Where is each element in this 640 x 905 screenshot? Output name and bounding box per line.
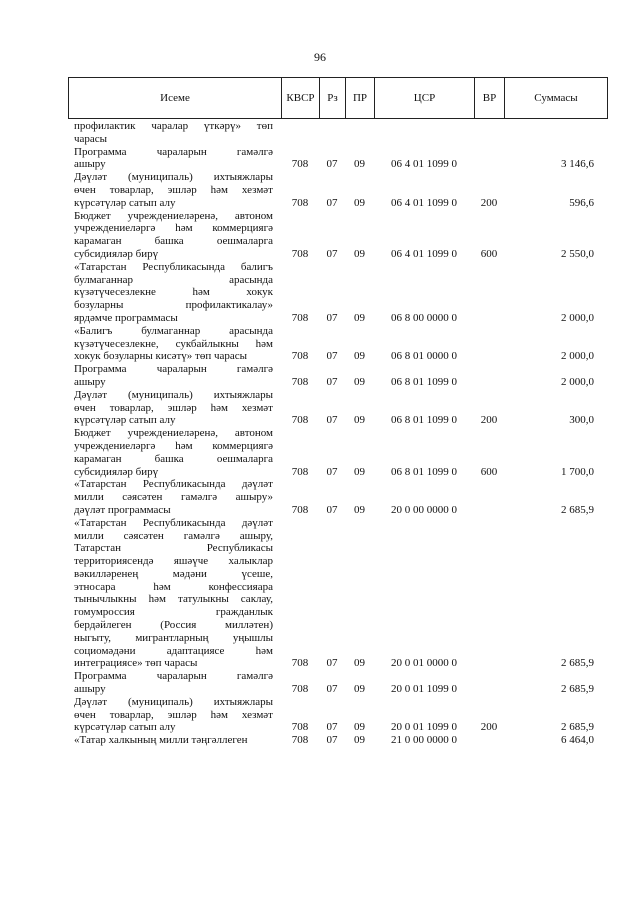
table-row [68,670,608,696]
table-row [68,517,608,671]
row-name-line: вәкилләренең мәдәни үсеше, [74,567,273,580]
row-name [68,363,281,389]
row-name-line: ашыру [74,158,106,171]
row-csr: 06 8 01 1099 0 [391,465,457,478]
row-name [68,146,281,172]
header-csr: ЦСР [375,78,475,118]
row-name-line: этносара һәм конфессияара [74,580,273,593]
row-pr: 09 [354,465,365,478]
row-name [68,120,281,146]
row-sum: 2 000,0 [561,311,594,324]
row-csr: 06 4 01 1099 0 [391,196,457,209]
table-row [68,696,608,734]
row-name [68,696,281,734]
row-csr: 20 0 01 1099 0 [391,683,457,696]
row-pr: 09 [354,657,365,670]
table-row [68,478,608,516]
row-name-line: дәүләт программасы [74,503,171,516]
row-kvsr: 708 [291,734,309,747]
row-name [68,325,281,363]
row-csr: 21 0 00 0000 0 [391,734,457,747]
row-name-line: учреждениеләргә һәм коммерциягә [74,222,273,235]
table-row [68,734,608,747]
row-csr: 06 8 00 0000 0 [391,311,457,324]
row-name [68,517,281,671]
header-kvsr: КВСР [282,78,320,118]
row-csr: 20 0 00 0000 0 [391,503,457,516]
row-pr: 09 [354,721,365,734]
row-pr: 09 [354,158,365,171]
row-name [68,171,281,209]
row-name-line: күрсәтүләр сатып алу [74,721,176,734]
row-pr: 09 [354,196,365,209]
row-kvsr: 708 [291,311,309,324]
row-name-line: ашыру [74,683,106,696]
row-pr: 09 [354,734,365,747]
row-rz: 07 [326,503,338,516]
row-name-line: тынычлыкны һәм татулыкны саклау, [74,593,273,606]
row-name-line: гомумроссия гражданлык [74,606,273,619]
row-pr: 09 [354,503,365,516]
row-name-line: милли сәясәтен гамәлгә ашыру, [74,529,273,542]
row-name-line: субсидияләр бирү [74,247,159,260]
row-name-line: ашыру [74,375,106,388]
row-kvsr: 708 [291,657,309,670]
table-row [68,363,608,389]
row-name-line: Программа чараларын гамәлгә [74,363,273,376]
row-name-line: Татарстан Республикасы [74,542,273,555]
row-name-line: «Балигъ булмаганнар арасында [74,324,273,337]
row-name-line: интеграциясе» төп чарасы [74,657,198,670]
row-rz: 07 [326,657,338,670]
table-row [68,261,608,325]
row-sum: 1 700,0 [561,465,594,478]
row-csr: 20 0 01 0000 0 [391,657,457,670]
header-vr: ВР [475,78,505,118]
table-row [68,210,608,261]
row-csr: 20 0 01 1099 0 [391,721,457,734]
row-vr: 200 [480,196,498,209]
header-rz: Рз [320,78,346,118]
row-name-line: күзәтүчесезлекне, сукбайлыкны һәм [74,337,273,350]
row-name [68,210,281,261]
row-csr: 06 8 01 1099 0 [391,414,457,427]
row-kvsr: 708 [291,247,309,260]
row-kvsr: 708 [291,721,309,734]
table-row [68,389,608,427]
row-name-line: күрсәтүләр сатып алу [74,196,176,209]
row-name-line: карамаган башка оешмаларга [74,235,273,248]
row-name-line: учреждениеләргә һәм коммерциягә [74,439,273,452]
row-rz: 07 [326,683,338,696]
header-pr: ПР [346,78,375,118]
row-name-line: «Татарстан Республикасында дәүләт [74,478,273,491]
row-sum: 6 464,0 [561,734,594,747]
table-row [68,146,608,172]
row-name-line: булмаганнар арасында [74,273,273,286]
row-rz: 07 [326,311,338,324]
table-body [68,120,608,747]
row-name-line: профилактик чаралар үткәрү» төп [74,120,273,132]
row-name-line: бердәйлеген (Россия милләтен) [74,619,273,632]
row-sum: 2 685,9 [561,721,594,734]
row-name-line: карамаган башка оешмаларга [74,452,273,465]
row-vr: 200 [480,414,498,427]
table-row [68,171,608,209]
row-rz: 07 [326,465,338,478]
row-rz: 07 [326,734,338,747]
row-vr: 600 [480,465,498,478]
row-sum: 3 146,6 [561,158,594,171]
row-name-line: милли сәясәтен гамәлгә ашыру» [74,491,273,504]
row-name-line: «Татар халкының милли тәңгәллеген [74,734,248,747]
row-name-line: күзәтүчесезлекне һәм хокук [74,286,273,299]
row-name-line: ярдәмче программасы [74,311,178,324]
row-name [68,734,281,747]
row-name-line: Дәүләт (муниципаль) ихтыяжлары [74,695,273,708]
row-name [68,261,281,325]
table-header [68,77,608,119]
row-pr: 09 [354,414,365,427]
table-row [68,120,608,146]
row-pr: 09 [354,247,365,260]
table-row [68,427,608,478]
row-kvsr: 708 [291,158,309,171]
row-name-line: «Татарстан Республикасында дәүләт [74,516,273,529]
row-name-line: социомәдәни адаптациясе һәм [74,644,273,657]
row-name-line: Программа чараларын гамәлгә [74,145,273,158]
row-name [68,427,281,478]
row-rz: 07 [326,721,338,734]
row-csr: 06 8 01 0000 0 [391,350,457,363]
row-csr: 06 4 01 1099 0 [391,158,457,171]
row-kvsr: 708 [291,375,309,388]
row-rz: 07 [326,247,338,260]
header-sum: Суммасы [534,92,578,104]
row-kvsr: 708 [291,350,309,363]
row-vr: 600 [480,247,498,260]
row-name [68,478,281,516]
row-pr: 09 [354,350,365,363]
row-name [68,670,281,696]
row-pr: 09 [354,375,365,388]
row-name-line: чарасы [74,132,108,145]
row-sum: 2 000,0 [561,350,594,363]
row-kvsr: 708 [291,196,309,209]
row-name-line: субсидияләр бирү [74,465,159,478]
row-sum: 2 550,0 [561,247,594,260]
row-sum: 596,6 [569,196,594,209]
row-name-line: территориясендә яшәүче халыклар [74,555,273,568]
row-name-line: «Татарстан Республикасында балигъ [74,260,273,273]
row-name-line: Программа чараларын гамәлгә [74,670,273,683]
row-name-line: Дәүләт (муниципаль) ихтыяжлары [74,171,273,184]
row-sum: 2 685,9 [561,657,594,670]
row-sum: 300,0 [569,414,594,427]
row-name-line: өчен товарлар, эшләр һәм хезмәт [74,708,273,721]
row-name-line: өчен товарлар, эшләр һәм хезмәт [74,183,273,196]
row-rz: 07 [326,350,338,363]
row-pr: 09 [354,311,365,324]
row-kvsr: 708 [291,683,309,696]
row-name-line: Бюджет учреждениеләренә, автоном [74,209,273,222]
table-row [68,325,608,363]
row-kvsr: 708 [291,414,309,427]
row-name-line: өчен товарлар, эшләр һәм хезмәт [74,401,273,414]
row-name-line: Дәүләт (муниципаль) ихтыяжлары [74,388,273,401]
row-sum: 2 685,9 [561,503,594,516]
row-csr: 06 4 01 1099 0 [391,247,457,260]
header-name: Исеме [69,78,282,118]
row-name-line: бозуларны профилактикалау» [74,299,273,312]
row-name [68,389,281,427]
row-rz: 07 [326,158,338,171]
row-rz: 07 [326,375,338,388]
page-number: 96 [314,50,326,64]
row-kvsr: 708 [291,503,309,516]
row-name-line: күрсәтүләр сатып алу [74,414,176,427]
row-kvsr: 708 [291,465,309,478]
row-name-line: Бюджет учреждениеләренә, автоном [74,427,273,440]
row-vr: 200 [480,721,498,734]
row-sum: 2 685,9 [561,683,594,696]
row-rz: 07 [326,196,338,209]
row-name-line: хокук бозуларны кисәтү» төп чарасы [74,350,248,363]
row-rz: 07 [326,414,338,427]
row-name-line: ныгыту, мигрантларның уңышлы [74,631,273,644]
row-pr: 09 [354,683,365,696]
row-sum: 2 000,0 [561,375,594,388]
row-csr: 06 8 01 1099 0 [391,375,457,388]
